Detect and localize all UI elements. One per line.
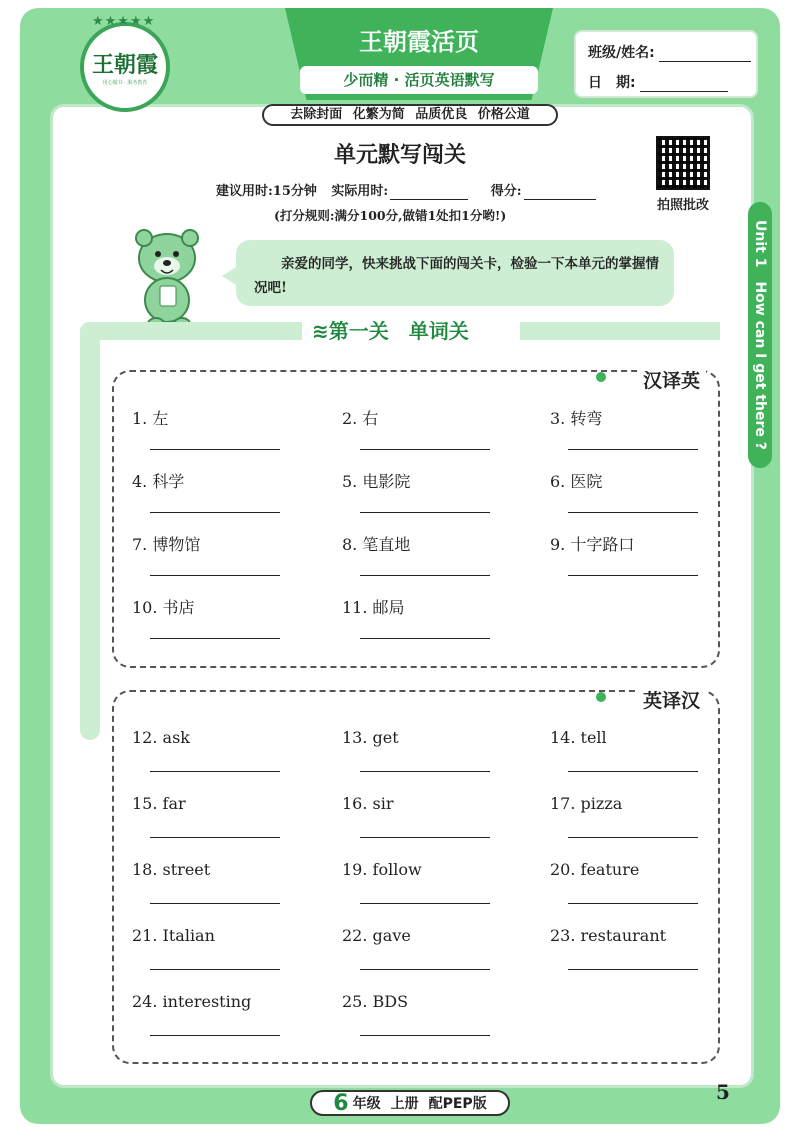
intro-speech-bubble: 亲爱的同学，快来挑战下面的闯关卡，检验一下本单元的掌握情况吧!	[236, 240, 674, 306]
question-prompt: 24. interesting	[132, 992, 252, 1011]
answer-line[interactable]	[150, 770, 280, 772]
scoring-rules: (打分规则:满分100分,做错1处扣1分哟!)	[274, 208, 507, 223]
page-number: 5	[716, 1080, 730, 1104]
question-prompt: 22. gave	[342, 926, 411, 945]
question-item	[132, 794, 322, 854]
unit-side-tab: Unit 1 How can I get there ?	[748, 202, 772, 468]
slogan-banner: 去除封面 化繁为简 品质优良 价格公道	[262, 104, 558, 126]
question-prompt: 2. 右	[342, 409, 379, 428]
actual-time-field[interactable]	[390, 184, 468, 200]
suggested-time: 建议用时:15分钟	[216, 184, 317, 199]
question-prompt: 15. far	[132, 794, 186, 813]
question-prompt: 8. 笔直地	[342, 535, 411, 554]
class-name-row	[588, 42, 751, 62]
section-chinese-to-english	[112, 370, 720, 668]
answer-line[interactable]	[150, 836, 280, 838]
question-prompt: 13. get	[342, 728, 399, 747]
question-item	[342, 728, 532, 788]
question-item	[132, 860, 322, 920]
class-name-field[interactable]	[659, 48, 751, 62]
answer-line[interactable]	[360, 1034, 490, 1036]
answer-line[interactable]	[150, 574, 280, 576]
question-item	[342, 992, 532, 1052]
question-prompt: 14. tell	[550, 728, 607, 747]
answer-line[interactable]	[150, 968, 280, 970]
question-item	[342, 595, 532, 655]
decorative-band-right	[520, 322, 720, 340]
score-label: 得分:	[490, 184, 522, 199]
answer-line[interactable]	[360, 968, 490, 970]
date-label: 日 期:	[588, 75, 636, 91]
question-prompt: 20. feature	[550, 860, 640, 879]
qr-code-icon[interactable]	[656, 136, 710, 190]
level-one-title: ≋第一关 单词关	[312, 319, 469, 343]
question-prompt: 3. 转弯	[550, 409, 603, 428]
class-name-label: 班级/姓名:	[588, 45, 655, 61]
question-item	[132, 926, 322, 986]
question-prompt: 9. 十字路口	[550, 535, 635, 554]
decorative-pipe	[80, 330, 100, 740]
question-item	[550, 926, 740, 986]
answer-line[interactable]	[568, 902, 698, 904]
answer-line[interactable]	[568, 770, 698, 772]
question-prompt: 5. 电影院	[342, 472, 411, 491]
student-info-box	[574, 30, 758, 98]
section-label: 汉译英	[637, 366, 706, 393]
question-prompt: 10. 书店	[132, 598, 195, 617]
bear-mascot-icon	[130, 224, 204, 334]
question-prompt: 25. BDS	[342, 992, 409, 1011]
question-item	[550, 406, 740, 466]
question-item	[342, 469, 532, 529]
answer-line[interactable]	[568, 448, 698, 450]
answer-line[interactable]	[568, 574, 698, 576]
brand-title: 王朝霞活页	[359, 27, 479, 56]
edition-label: 配PEP版	[428, 1096, 487, 1112]
question-item	[342, 926, 532, 986]
answer-line[interactable]	[150, 902, 280, 904]
answer-line[interactable]	[150, 1034, 280, 1036]
quiz-title: 单元默写闯关	[333, 143, 466, 168]
date-field[interactable]	[640, 78, 728, 92]
question-prompt: 11. 邮局	[342, 598, 405, 617]
answer-line[interactable]	[150, 511, 280, 513]
answer-line[interactable]	[568, 836, 698, 838]
answer-line[interactable]	[568, 968, 698, 970]
question-item	[550, 794, 740, 854]
question-item	[342, 406, 532, 466]
date-row	[588, 72, 728, 92]
answer-line[interactable]	[360, 448, 490, 450]
question-prompt: 4. 科学	[132, 472, 185, 491]
actual-time-label: 实际用时:	[331, 184, 389, 199]
question-prompt: 18. street	[132, 860, 211, 879]
question-item	[342, 532, 532, 592]
qr-label: 拍照批改	[656, 198, 709, 213]
question-item	[550, 469, 740, 529]
question-item	[132, 595, 322, 655]
section-label: 英译汉	[637, 686, 706, 713]
footer-badge	[310, 1090, 510, 1116]
answer-line[interactable]	[360, 574, 490, 576]
question-prompt: 7. 博物馆	[132, 535, 201, 554]
question-prompt: 16. sir	[342, 794, 394, 813]
answer-line[interactable]	[360, 836, 490, 838]
question-item	[132, 728, 322, 788]
question-prompt: 19. follow	[342, 860, 422, 879]
question-item	[132, 532, 322, 592]
answer-line[interactable]	[568, 511, 698, 513]
question-prompt: 12. ask	[132, 728, 190, 747]
question-item	[550, 728, 740, 788]
answer-line[interactable]	[360, 902, 490, 904]
question-item	[132, 469, 322, 529]
question-prompt: 23. restaurant	[550, 926, 667, 945]
answer-line[interactable]	[150, 448, 280, 450]
question-prompt: 6. 医院	[550, 472, 603, 491]
answer-line[interactable]	[360, 637, 490, 639]
time-score-row	[216, 180, 614, 200]
question-prompt: 1. 左	[132, 409, 169, 428]
section-dot-icon	[596, 372, 606, 382]
brand-subtitle: 少而精 · 活页英语默写	[300, 66, 538, 94]
question-item	[132, 992, 322, 1052]
answer-line[interactable]	[150, 637, 280, 639]
question-item	[342, 860, 532, 920]
question-item	[550, 532, 740, 592]
section-dot-icon	[596, 692, 606, 702]
answer-line[interactable]	[360, 770, 490, 772]
question-item	[550, 860, 740, 920]
question-item	[132, 406, 322, 466]
question-prompt: 21. Italian	[132, 926, 215, 945]
question-prompt: 17. pizza	[550, 794, 623, 813]
score-field[interactable]	[524, 184, 596, 200]
brand-logo	[80, 14, 170, 112]
logo-stars-icon: ★★★★★	[92, 14, 156, 29]
section-english-to-chinese	[112, 690, 720, 1064]
volume-label: 上册	[390, 1096, 419, 1112]
logo-text: 王朝霞	[91, 52, 158, 78]
grade-suffix: 年级	[352, 1096, 381, 1112]
logo-subtext: 用心做书 · 服务教育	[102, 80, 148, 86]
grade-number: 6	[333, 1090, 349, 1116]
decorative-band-left	[80, 322, 302, 340]
answer-line[interactable]	[360, 511, 490, 513]
question-item	[342, 794, 532, 854]
